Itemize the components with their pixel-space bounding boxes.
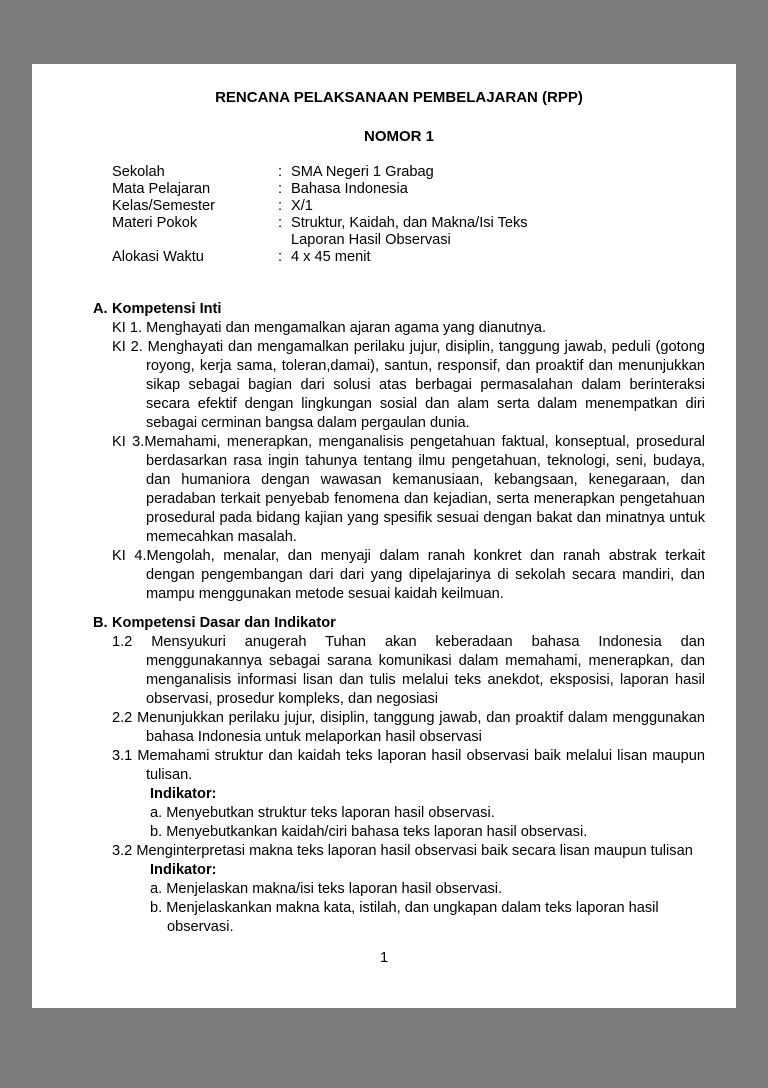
meta-row-kelas-semester xyxy=(112,198,705,215)
meta-row-mata-pelajaran xyxy=(112,181,705,198)
meta-separator: : xyxy=(278,249,283,265)
section-kompetensi-inti xyxy=(93,300,705,604)
meta-label: Alokasi Waktu xyxy=(112,249,204,265)
document-page xyxy=(32,64,736,1008)
meta-row-alokasi-waktu xyxy=(112,249,705,266)
meta-value: X/1 xyxy=(291,198,313,214)
meta-separator: : xyxy=(278,198,283,214)
section-a-heading xyxy=(93,300,705,319)
indicator-item-a: a. Menjelaskan makna/isi teks laporan hasil observasi. xyxy=(150,881,503,897)
kd-item-3-2: 3.2 Menginterpretasi makna teks laporan hasil observasi baik secara lisan maupun tulisan xyxy=(112,843,693,859)
meta-row-materi-pokok xyxy=(112,215,705,249)
section-b-body xyxy=(112,633,705,937)
meta-value-line-2: Laporan Hasil Observasi xyxy=(291,232,451,248)
ki-item-4: KI 4.Mengolah, menalar, dan menyaji dalam ranah konkret dan ranah abstrak terkait dengan pengembangan dari dari yang dipelajarinya di sekolah secara mandiri, dan mampu menggunakan metode sesuai kaidah keilmuan. xyxy=(112,548,705,602)
section-b-label: B. xyxy=(93,615,108,631)
section-b-heading xyxy=(93,614,705,633)
indicator-block-3-2 xyxy=(150,861,705,937)
meta-value: 4 x 45 menit xyxy=(291,249,371,265)
meta-separator: : xyxy=(278,181,283,197)
indicator-heading: Indikator: xyxy=(150,862,217,878)
meta-value: SMA Negeri 1 Grabag xyxy=(291,164,434,180)
metadata-block xyxy=(112,164,705,266)
meta-label: Mata Pelajaran xyxy=(112,181,211,197)
section-kompetensi-dasar xyxy=(93,614,705,937)
kd-item-3-1: 3.1 Memahami struktur dan kaidah teks laporan hasil observasi baik melalui lisan maupun tulisan. xyxy=(112,748,705,783)
indicator-block-3-1 xyxy=(150,785,705,842)
meta-value: Bahasa Indonesia xyxy=(291,181,408,197)
kd-item-2-2: 2.2 Menunjukkan perilaku jujur, disiplin, tanggung jawab, dan proaktif dalam menggunakan bahasa Indonesia untuk melaporkan hasil observasi xyxy=(112,710,705,745)
document-subtitle: NOMOR 1 xyxy=(363,128,434,145)
page-number: 1 xyxy=(379,950,389,966)
section-b-title: Kompetensi Dasar dan Indikator xyxy=(112,615,336,631)
meta-value xyxy=(291,215,705,249)
meta-label: Materi Pokok xyxy=(112,215,198,231)
meta-label: Sekolah xyxy=(112,164,165,180)
ki-item-1: KI 1. Menghayati dan mengamalkan ajaran agama yang dianutnya. xyxy=(112,320,547,336)
indicator-heading: Indikator: xyxy=(150,786,217,802)
indicator-item-b: b. Menyebutkankan kaidah/ciri bahasa teks laporan hasil observasi. xyxy=(150,824,588,840)
meta-value-line-1: Struktur, Kaidah, dan Makna/Isi Teks xyxy=(291,215,528,231)
meta-row-sekolah xyxy=(112,164,705,181)
document-title: RENCANA PELAKSANAAN PEMBELAJARAN (RPP) xyxy=(215,89,583,106)
section-a-title: Kompetensi Inti xyxy=(112,301,222,317)
meta-separator: : xyxy=(278,215,283,231)
indicator-item-a: a. Menyebutkan struktur teks laporan hasil observasi. xyxy=(150,805,495,821)
section-a-body xyxy=(112,319,705,604)
ki-item-2: KI 2. Menghayati dan mengamalkan perilaku jujur, disiplin, tanggung jawab, peduli (gotong royong, kerja sama, toleran,damai), santun, responsif, dan proaktif dan menunjukkan sikap sebagai bagian dari solusi atas berbagai permasalahan dalam berinteraksi secara efektif dengan lingkungan sosial dan alam serta dalam menempatkan diri sebagai cerminan bangsa dalam pergaulan dunia. xyxy=(112,339,705,431)
meta-label: Kelas/Semester xyxy=(112,198,216,214)
section-a-label: A. xyxy=(93,301,108,317)
indicator-item-b: b. Menjelaskankan makna kata, istilah, dan ungkapan dalam teks laporan hasil observasi. xyxy=(150,900,659,935)
ki-item-3: KI 3.Memahami, menerapkan, menganalisis pengetahuan faktual, konseptual, prosedural berdasarkan rasa ingin tahunya tentang ilmu pengetahuan, teknologi, seni, budaya, dan humaniora dengan wawasan kemanusiaan, kebangsaan, kenegaraan, dan peradaban terkait penyebab fenomena dan kejadian, serta menerapkan pengetahuan prosedural pada bidang kajian yang spesifik sesuai dengan bakat dan minatnya untuk memecahkan masalah. xyxy=(112,434,705,545)
meta-separator: : xyxy=(278,164,283,180)
kd-item-1-2: 1.2 Mensyukuri anugerah Tuhan akan keberadaan bahasa Indonesia dan menggunakannya sebagai sarana komunikasi dalam memahami, menerapkan, dan menganalisis informasi lisan dan tulis melalui teks anekdot, eksposisi, laporan hasil observasi, prosedur kompleks, dan negosiasi xyxy=(112,634,705,707)
